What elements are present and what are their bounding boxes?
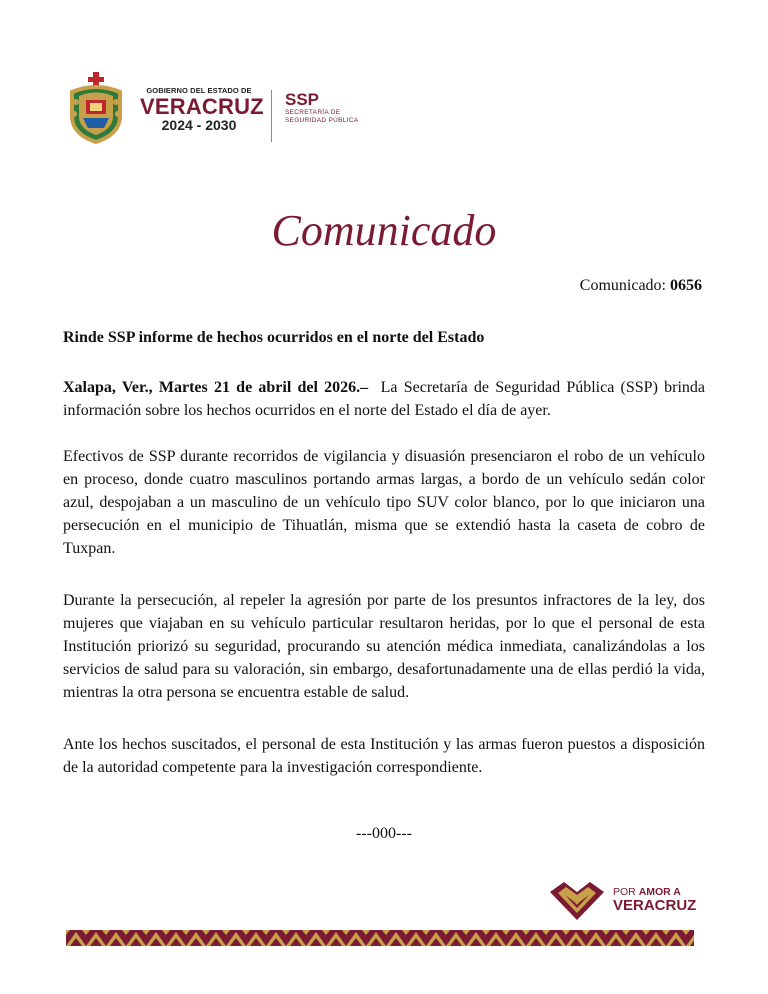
government-logo (140, 86, 264, 133)
headline: Rinde SSP informe de hechos ocurridos en el norte del Estado (63, 329, 485, 346)
decorative-pattern-band (66, 930, 694, 946)
state-name: VERACRUZ (140, 94, 264, 119)
administration-years: 2024 - 2030 (161, 117, 237, 133)
paragraph-2: Efectivos de SSP durante recorridos de vigilancia y disuasión presenciaron el robo de un vehículo en proceso, donde cuatro masculinos portando armas largas, a bordo de un vehículo sedán color azul, despojaban a un masculino de un vehículo tipo SUV color blanco, por lo que iniciaron una persecución en el municipio de Tihuatlán, misma que se extendió hasta la caseta de cobro de Tuxpan. (63, 448, 705, 557)
por-amor-a-veracruz-emblem-icon (548, 878, 606, 922)
slogan-amor-a: AMOR A (638, 886, 681, 898)
paragraph-4: Ante los hechos suscitados, el personal de esta Institución y las armas fueron puestos a disposición de la autoridad competente para la investigación correspondiente. (63, 736, 705, 776)
veracruz-coat-of-arms-icon (66, 72, 126, 144)
paragraph-1-text: La Secretaría de Seguridad Pública (SSP) brinda información sobre los hechos ocurridos en el norte del Estado el día de ayer. (63, 379, 706, 419)
government-label: GOBIERNO DEL ESTADO DE (146, 86, 252, 95)
slogan-por: POR (613, 886, 636, 898)
ssp-acronym: SSP (285, 90, 320, 109)
closing-mark: ---000--- (356, 825, 412, 842)
comunicado-number-value: 0656 (670, 277, 702, 294)
header-divider (271, 90, 272, 142)
ssp-name-line-2: SEGURIDAD PÚBLICA (285, 117, 359, 124)
comunicado-number (580, 277, 702, 295)
dateline: Xalapa, Ver., Martes 21 de abril del 2026.– (63, 379, 369, 396)
footer-slogan (613, 886, 696, 914)
page-title: Comunicado (271, 206, 497, 255)
ssp-name-line-1: SECRETARÍA DE (285, 109, 341, 116)
comunicado-label: Comunicado: (579, 277, 666, 294)
paragraph-3: Durante la persecución, al repeler la agresión por parte de los presuntos infractores de la ley, dos mujeres que viajaban en su vehículo particular resultaron heridas, por lo que el personal de esta Institución priorizó su seguridad, procurando su atención médica inmediata, canalizándolas a los servicios de salud para su valoración, sin embargo, desafortunadamente una de ellas perdió la vida, mientras la otra persona se encuentra estable de salud. (63, 592, 705, 701)
slogan-state: VERACRUZ (613, 897, 697, 914)
ssp-logo (285, 90, 358, 125)
paragraph-1 (63, 376, 705, 422)
